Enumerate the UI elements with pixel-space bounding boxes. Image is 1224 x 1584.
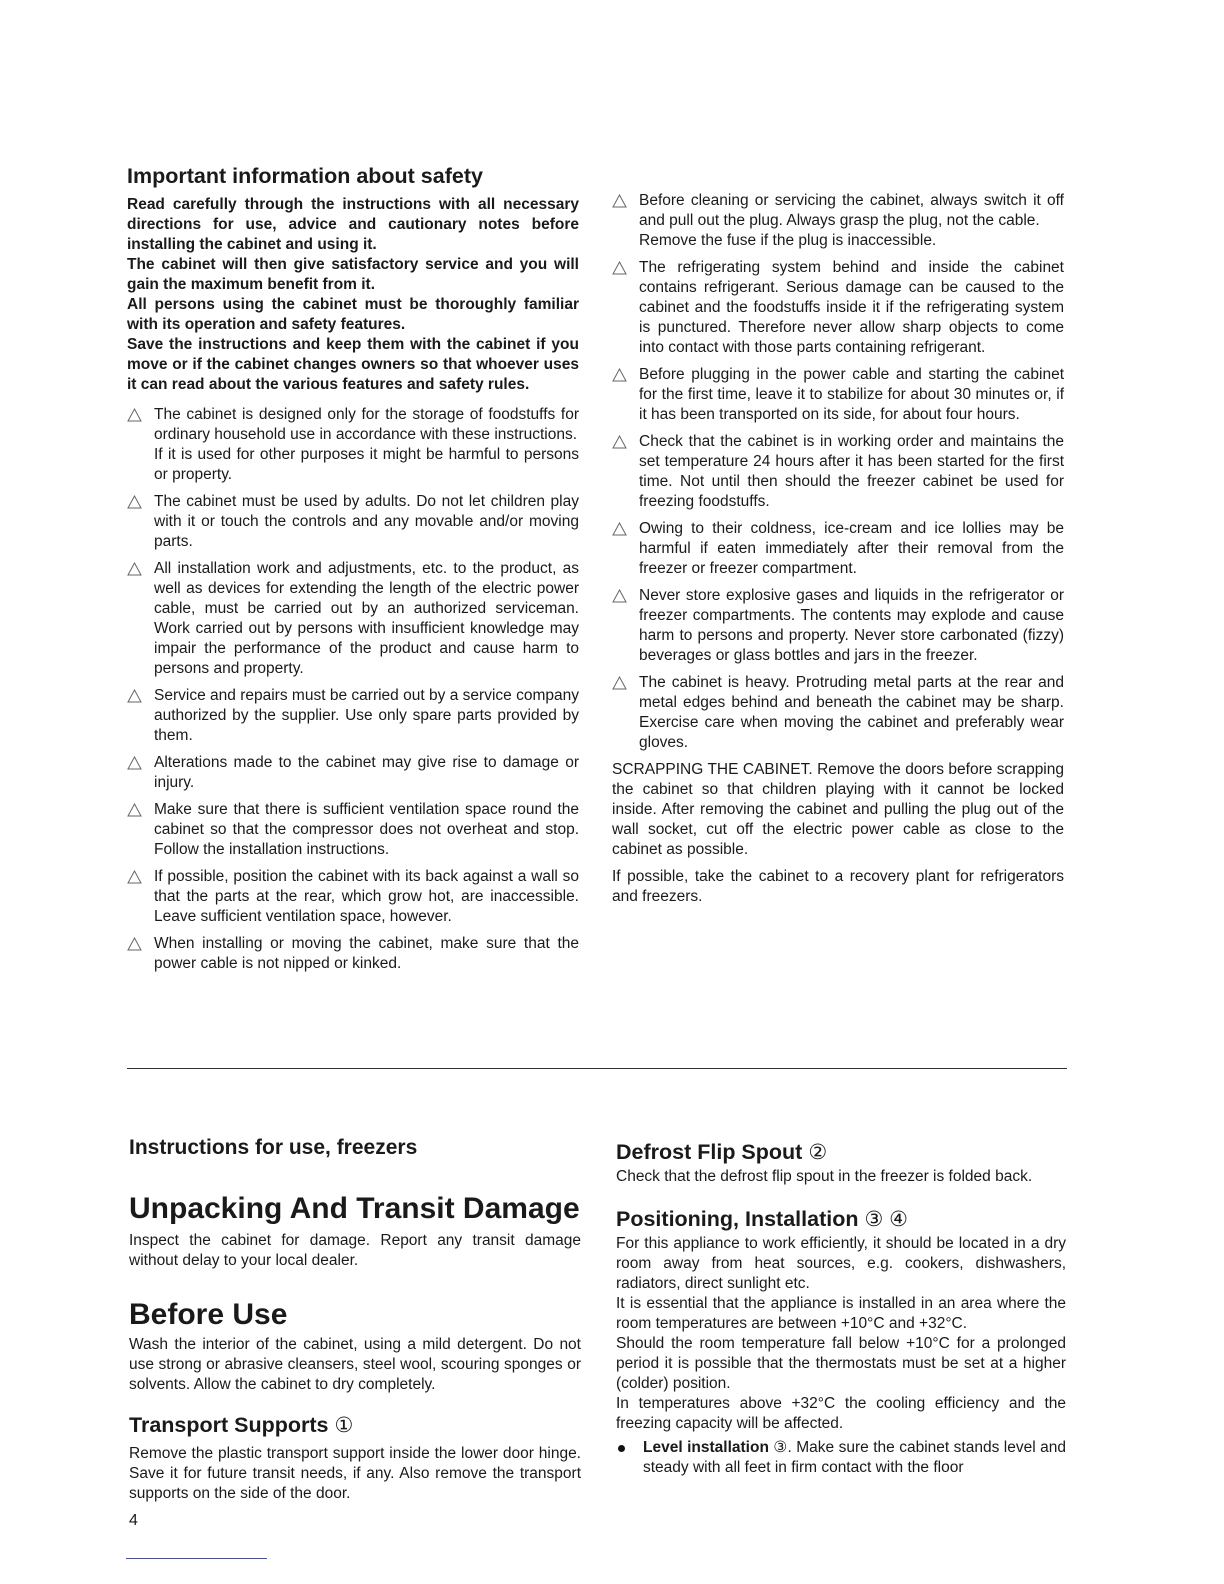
bullet-icon bbox=[618, 1445, 625, 1452]
before-use-text: Wash the interior of the cabinet, using a mild detergent. Do not use strong or abrasive cleansers, steel wool, scouring sponges or solvents. Allow the cabinet to dry completely. bbox=[129, 1336, 581, 1393]
warning-text: The refrigerating system behind and inside the cabinet contains refrigerant. Serious damage can be caused to the cabinet and the foodstuffs inside it if the refrigerating system is punctured. Therefore never allow sharp objects to come into contact with those parts containing refrigerant. bbox=[639, 259, 1064, 356]
positioning-paragraph: In temperatures above +32°C the cooling efficiency and the freezing capacity will be affected. bbox=[616, 1395, 1066, 1432]
warning-text: All installation work and adjustments, etc. to the product, as well as devices for extending the length of the electric power cable, must be carried out by an authorized serviceman. Work carried out by persons with insufficient knowledge may impair the performance of the product and cause harm to persons and property. bbox=[154, 560, 579, 677]
warning-triangle-icon bbox=[127, 562, 142, 576]
warning-text: Before cleaning or servicing the cabinet, always switch it off and pull out the plug. Always grasp the plug, not the cable. bbox=[639, 192, 1064, 229]
defrost-text: Check that the defrost flip spout in the freezer is folded back. bbox=[616, 1168, 1033, 1185]
positioning-paragraph: For this appliance to work efficiently, it should be located in a dry room away from heat sources, e.g. cookers, dishwashers, radiators, direct sunlight etc. bbox=[616, 1235, 1066, 1292]
level-installation-bullet bbox=[616, 1438, 1066, 1478]
warning-item bbox=[612, 586, 1064, 666]
warning-text: Owing to their coldness, ice-cream and ice lollies may be harmful if eaten immediately after their removal from the freezer or freezer compartment. bbox=[639, 520, 1064, 577]
positioning-paragraph: Should the room temperature fall below +10°C for a prolonged period it is possible that the thermostats must be set at a higher (colder) position. bbox=[616, 1335, 1066, 1392]
defrost-title bbox=[616, 1138, 1066, 1167]
warning-item bbox=[612, 258, 1064, 358]
warning-triangle-icon bbox=[612, 676, 627, 690]
warning-text: Never store explosive gases and liquids in the refrigerator or freezer compartments. The contents may explode and cause harm to persons and property. Never store carbonated (fizzy) beverages or glass bottles and jars in the freezer. bbox=[639, 587, 1064, 664]
level-installation-label: Level installation bbox=[643, 1439, 769, 1456]
warning-text: If it is used for other purposes it might be harmful to persons or property. bbox=[154, 446, 579, 483]
warning-text: Service and repairs must be carried out by a service company authorized by the supplier. Use only spare parts provided by them. bbox=[154, 687, 579, 744]
warning-item bbox=[612, 191, 1064, 251]
safety-intro bbox=[127, 195, 579, 395]
warning-triangle-icon bbox=[612, 194, 627, 208]
warning-triangle-icon bbox=[612, 261, 627, 275]
instructions-title: Instructions for use, freezers bbox=[129, 1136, 418, 1159]
warning-triangle-icon bbox=[612, 368, 627, 382]
positioning-title bbox=[616, 1205, 1066, 1234]
warning-item bbox=[612, 519, 1064, 579]
intro-paragraph: Save the instructions and keep them with the cabinet if you move or if the cabinet changes owners so that whoever uses it can read about the various features and safety rules. bbox=[127, 336, 579, 393]
warning-text: The cabinet must be used by adults. Do not let children play with it or touch the controls and any movable and/or moving parts. bbox=[154, 493, 579, 550]
warning-item bbox=[612, 365, 1064, 425]
intro-paragraph: Read carefully through the instructions with all necessary directions for use, advice and cautionary notes before installing the cabinet and using it. bbox=[127, 196, 579, 253]
warning-text: If possible, position the cabinet with its back against a wall so that the parts at the rear, which grow hot, are inaccessible. Leave sufficient ventilation space, however. bbox=[154, 868, 579, 925]
positioning-title-text: Positioning, Installation bbox=[616, 1207, 859, 1231]
warning-triangle-icon bbox=[612, 522, 627, 536]
warning-triangle-icon bbox=[127, 408, 142, 422]
left-warning-list bbox=[127, 405, 579, 974]
figure-ref: ② bbox=[808, 1141, 828, 1164]
warning-triangle-icon bbox=[612, 589, 627, 603]
warning-text: Check that the cabinet is in working order and maintains the set temperature 24 hours after it has been started for the first time. Not until then should the freezer cabinet be used for freezing foodstuffs. bbox=[639, 433, 1064, 510]
warning-triangle-icon bbox=[127, 870, 142, 884]
intro-paragraph: All persons using the cabinet must be thoroughly familiar with its operation and safety features. bbox=[127, 296, 579, 333]
safety-left-column bbox=[127, 163, 579, 981]
recovery-paragraph: If possible, take the cabinet to a recovery plant for refrigerators and freezers. bbox=[612, 868, 1064, 905]
safety-right-column bbox=[612, 191, 1064, 914]
warning-triangle-icon bbox=[127, 756, 142, 770]
positioning-paragraph: It is essential that the appliance is installed in an area where the room temperatures are between +10°C and +32°C. bbox=[616, 1295, 1066, 1332]
unpacking-title: Unpacking And Transit Damage bbox=[129, 1192, 580, 1225]
section-divider bbox=[127, 1068, 1067, 1069]
instructions-left-column bbox=[129, 1135, 581, 1504]
figure-ref: ③ ④ bbox=[864, 1208, 908, 1231]
warning-item bbox=[612, 673, 1064, 753]
defrost-title-text: Defrost Flip Spout bbox=[616, 1140, 803, 1164]
before-use-title: Before Use bbox=[129, 1298, 288, 1331]
unpacking-text: Inspect the cabinet for damage. Report any transit damage without delay to your local dealer. bbox=[129, 1232, 581, 1269]
page-number: 4 bbox=[129, 1512, 138, 1529]
transport-title bbox=[129, 1411, 581, 1440]
warning-item bbox=[127, 800, 579, 860]
warning-text: Remove the fuse if the plug is inaccessible. bbox=[639, 232, 937, 249]
warning-item bbox=[127, 559, 579, 679]
warning-item bbox=[127, 867, 579, 927]
warning-text: When installing or moving the cabinet, make sure that the power cable is not nipped or kinked. bbox=[154, 935, 579, 972]
warning-item bbox=[127, 492, 579, 552]
warning-item bbox=[127, 934, 579, 974]
warning-text: Before plugging in the power cable and starting the cabinet for the first time, leave it to stabilize for about 30 minutes or, if it has been transported on its side, for about four hours. bbox=[639, 366, 1064, 423]
level-installation-text: . Make sure the cabinet stands level and steady with all feet in firm contact with the floor bbox=[643, 1439, 1066, 1476]
transport-title-text: Transport Supports bbox=[129, 1413, 329, 1437]
warning-item bbox=[127, 405, 579, 485]
safety-title: Important information about safety bbox=[127, 164, 483, 188]
right-warning-list bbox=[612, 191, 1064, 753]
figure-ref: ① bbox=[334, 1414, 354, 1437]
warning-triangle-icon bbox=[127, 689, 142, 703]
warning-text: The cabinet is heavy. Protruding metal parts at the rear and metal edges behind and beneath the cabinet may be sharp. Exercise care when moving the cabinet and preferably wear gloves. bbox=[639, 674, 1064, 751]
warning-text: Alterations made to the cabinet may give rise to damage or injury. bbox=[154, 754, 579, 791]
warning-item bbox=[612, 432, 1064, 512]
warning-triangle-icon bbox=[127, 495, 142, 509]
warning-item bbox=[127, 686, 579, 746]
footer-line bbox=[126, 1558, 267, 1559]
figure-ref: ③ bbox=[773, 1439, 788, 1456]
warning-triangle-icon bbox=[612, 435, 627, 449]
warning-triangle-icon bbox=[127, 803, 142, 817]
warning-text: The cabinet is designed only for the storage of foodstuffs for ordinary household use in accordance with these instructions. bbox=[154, 406, 579, 443]
warning-text: Make sure that there is sufficient ventilation space round the cabinet so that the compressor does not overheat and stop. Follow the installation instructions. bbox=[154, 801, 579, 858]
warning-triangle-icon bbox=[127, 937, 142, 951]
scrapping-paragraph: SCRAPPING THE CABINET. Remove the doors before scrapping the cabinet so that children playing with it cannot be locked inside. After removing the cabinet and pulling the plug out of the wall socket, cut off the electric power cable as close to the cabinet as possible. bbox=[612, 761, 1064, 858]
warning-item bbox=[127, 753, 579, 793]
intro-paragraph: The cabinet will then give satisfactory service and you will gain the maximum benefit from it. bbox=[127, 256, 579, 293]
transport-text: Remove the plastic transport support inside the lower door hinge. Save it for future transit needs, if any. Also remove the transport supports on the side of the door. bbox=[129, 1445, 581, 1502]
instructions-right-column bbox=[616, 1138, 1066, 1478]
